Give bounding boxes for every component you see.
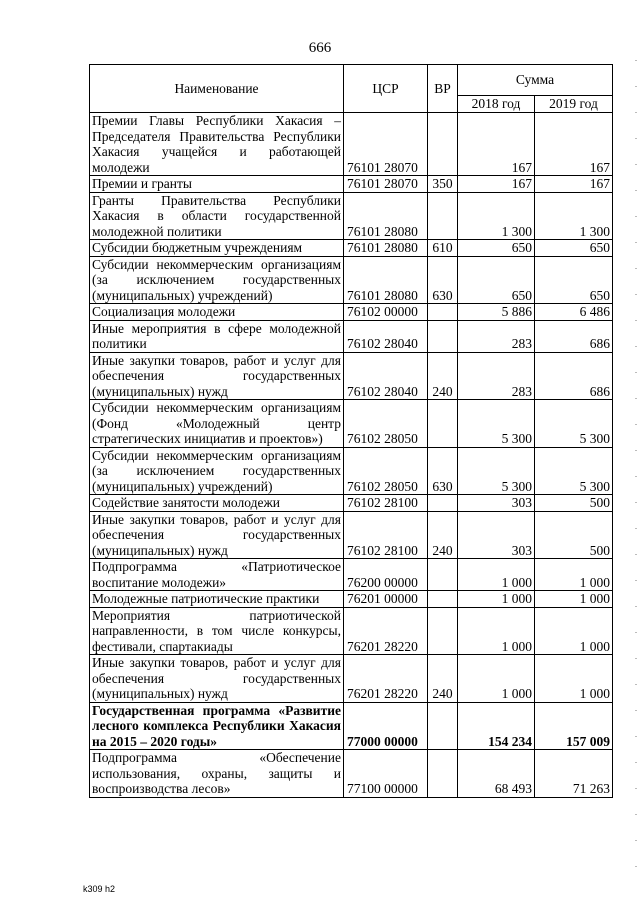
row-csr: 76201 28220 xyxy=(344,607,428,655)
row-csr: 76102 28050 xyxy=(344,447,428,495)
footer-code: k309 h2 xyxy=(83,884,116,894)
row-sum-2019: 71 263 xyxy=(535,750,613,798)
table-row xyxy=(90,511,613,559)
table-row xyxy=(90,750,613,798)
row-vr: 240 xyxy=(428,352,458,400)
table-row xyxy=(90,655,613,703)
row-name: Субсидии некоммерческим организациям (Фонд «Молодежный центр стратегических инициатив и проектов») xyxy=(90,400,344,448)
row-csr: 76101 28070 xyxy=(344,113,428,176)
row-sum-2019: 5 300 xyxy=(535,447,613,495)
row-vr: 630 xyxy=(428,256,458,304)
row-csr: 76102 28050 xyxy=(344,400,428,448)
row-csr: 76201 00000 xyxy=(344,591,428,608)
row-sum-2019: 500 xyxy=(535,495,613,512)
row-sum-2018: 1 300 xyxy=(458,192,535,240)
row-csr: 76200 00000 xyxy=(344,559,428,591)
header-vr: ВР xyxy=(428,65,458,113)
row-name: Субсидии некоммерческим организациям (за исключением государственных (муниципальных) учреждений) xyxy=(90,256,344,304)
row-sum-2018: 650 xyxy=(458,240,535,257)
table-row xyxy=(90,113,613,176)
row-sum-2019: 1 000 xyxy=(535,655,613,703)
row-sum-2019: 650 xyxy=(535,240,613,257)
row-vr: 630 xyxy=(428,447,458,495)
row-name: Гранты Правительства Республики Хакасия в области государственной молодежной политики xyxy=(90,192,344,240)
row-name: Подпрограмма «Обеспечение использования, охраны, защиты и воспроизводства лесов» xyxy=(90,750,344,798)
row-vr: 240 xyxy=(428,655,458,703)
row-sum-2019: 1 000 xyxy=(535,607,613,655)
table-row xyxy=(90,192,613,240)
row-vr xyxy=(428,320,458,352)
row-vr xyxy=(428,607,458,655)
row-name: Иные закупки товаров, работ и услуг для обеспечения государственных (муниципальных) нужд xyxy=(90,655,344,703)
row-name: Премии Главы Республики Хакасия – Председателя Правительства Республики Хакасия учащейся и работающей молодежи xyxy=(90,113,344,176)
row-name: Содействие занятости молодежи xyxy=(90,495,344,512)
header-csr: ЦСР xyxy=(344,65,428,113)
row-sum-2019: 1 000 xyxy=(535,591,613,608)
row-vr xyxy=(428,750,458,798)
row-sum-2019: 1 000 xyxy=(535,559,613,591)
table-header-row xyxy=(90,65,613,96)
row-vr: 240 xyxy=(428,511,458,559)
table-row xyxy=(90,176,613,193)
row-sum-2019: 1 300 xyxy=(535,192,613,240)
row-sum-2018: 283 xyxy=(458,352,535,400)
row-sum-2018: 167 xyxy=(458,113,535,176)
row-name: Субсидии бюджетным учреждениям xyxy=(90,240,344,257)
row-name: Молодежные патриотические практики xyxy=(90,591,344,608)
row-sum-2018: 5 886 xyxy=(458,304,535,321)
row-sum-2019: 650 xyxy=(535,256,613,304)
table-row xyxy=(90,607,613,655)
row-sum-2019: 686 xyxy=(535,352,613,400)
header-year-2018: 2018 год xyxy=(458,96,535,113)
budget-table xyxy=(89,64,613,798)
table-row xyxy=(90,320,613,352)
table-row xyxy=(90,559,613,591)
header-year-2019: 2019 год xyxy=(535,96,613,113)
page-number: 666 xyxy=(308,40,332,56)
row-csr: 76201 28220 xyxy=(344,655,428,703)
row-sum-2018: 5 300 xyxy=(458,447,535,495)
row-name: Подпрограмма «Патриотическое воспитание молодежи» xyxy=(90,559,344,591)
table-row xyxy=(90,400,613,448)
row-sum-2018: 1 000 xyxy=(458,607,535,655)
table-row xyxy=(90,240,613,257)
row-vr xyxy=(428,591,458,608)
row-sum-2018: 303 xyxy=(458,495,535,512)
row-sum-2018: 650 xyxy=(458,256,535,304)
row-name: Иные закупки товаров, работ и услуг для обеспечения государственных (муниципальных) нужд xyxy=(90,511,344,559)
row-name: Субсидии некоммерческим организациям (за исключением государственных (муниципальных) учреждений) xyxy=(90,447,344,495)
row-sum-2019: 167 xyxy=(535,176,613,193)
table-row xyxy=(90,495,613,512)
row-csr: 76102 28100 xyxy=(344,511,428,559)
row-sum-2019: 6 486 xyxy=(535,304,613,321)
row-csr: 76101 28080 xyxy=(344,256,428,304)
row-vr xyxy=(428,192,458,240)
table-row xyxy=(90,702,613,750)
row-csr: 77100 00000 xyxy=(344,750,428,798)
table-body xyxy=(90,113,613,798)
row-csr: 77000 00000 xyxy=(344,702,428,750)
table-row xyxy=(90,591,613,608)
row-name: Государственная программа «Развитие лесного комплекса Республики Хакасия на 2015 – 2020 годы» xyxy=(90,702,344,750)
row-vr xyxy=(428,304,458,321)
page-edge-marks xyxy=(635,60,637,880)
row-vr xyxy=(428,400,458,448)
row-csr: 76102 28040 xyxy=(344,352,428,400)
row-sum-2018: 5 300 xyxy=(458,400,535,448)
row-vr: 610 xyxy=(428,240,458,257)
row-csr: 76102 00000 xyxy=(344,304,428,321)
row-csr: 76101 28080 xyxy=(344,192,428,240)
row-sum-2018: 283 xyxy=(458,320,535,352)
row-vr xyxy=(428,702,458,750)
row-sum-2019: 500 xyxy=(535,511,613,559)
row-sum-2019: 686 xyxy=(535,320,613,352)
row-csr: 76102 28100 xyxy=(344,495,428,512)
table-row xyxy=(90,304,613,321)
row-sum-2019: 167 xyxy=(535,113,613,176)
row-name: Иные мероприятия в сфере молодежной политики xyxy=(90,320,344,352)
header-sum: Сумма xyxy=(458,65,613,96)
row-sum-2018: 303 xyxy=(458,511,535,559)
row-name: Социализация молодежи xyxy=(90,304,344,321)
header-name: Наименование xyxy=(90,65,344,113)
row-csr: 76102 28040 xyxy=(344,320,428,352)
row-vr xyxy=(428,113,458,176)
row-sum-2018: 1 000 xyxy=(458,655,535,703)
row-vr xyxy=(428,495,458,512)
row-sum-2018: 167 xyxy=(458,176,535,193)
row-csr: 76101 28070 xyxy=(344,176,428,193)
row-name: Иные закупки товаров, работ и услуг для обеспечения государственных (муниципальных) нужд xyxy=(90,352,344,400)
row-name: Мероприятия патриотической направленности, в том числе конкурсы, фестивали, спартакиады xyxy=(90,607,344,655)
table-row xyxy=(90,352,613,400)
row-sum-2018: 68 493 xyxy=(458,750,535,798)
row-vr: 350 xyxy=(428,176,458,193)
row-name: Премии и гранты xyxy=(90,176,344,193)
row-sum-2018: 1 000 xyxy=(458,559,535,591)
row-sum-2018: 1 000 xyxy=(458,591,535,608)
table-row xyxy=(90,447,613,495)
row-csr: 76101 28080 xyxy=(344,240,428,257)
row-vr xyxy=(428,559,458,591)
row-sum-2019: 157 009 xyxy=(535,702,613,750)
row-sum-2019: 5 300 xyxy=(535,400,613,448)
table-row xyxy=(90,256,613,304)
row-sum-2018: 154 234 xyxy=(458,702,535,750)
